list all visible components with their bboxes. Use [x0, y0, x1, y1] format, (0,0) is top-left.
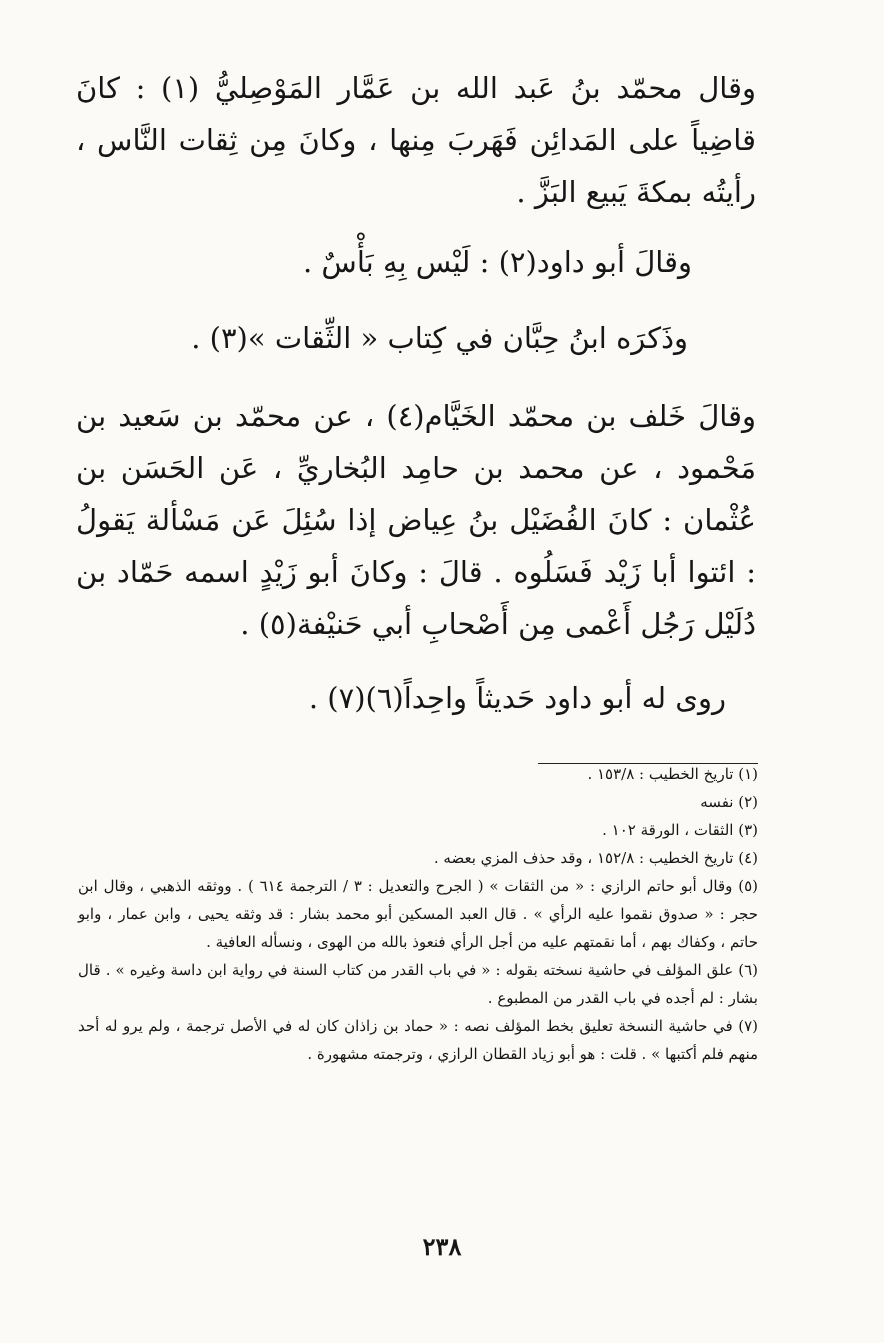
- paragraph-5: روى له أبو داود حَديثاً واحِداً(٦)(٧) .: [308, 681, 726, 715]
- page-number: ٢٣٨: [422, 1232, 462, 1261]
- footnote-3: (٣) الثقات ، الورقة ١٠٢ .: [602, 821, 758, 839]
- footnote-6: (٦) علق المؤلف في حاشية نسخته بقوله : « في باب القدر من كتاب السنة في رواية ابن داسة وغيره » . قال بشار : لم أجده في باب القدر من المطبوع .: [78, 961, 758, 1007]
- footnote-5: (٥) وقال أبو حاتم الرازي : « من الثقات » ( الجرح والتعديل : ٣ / الترجمة ٦١٤ ) . ووثقه الذهبي ، وقال ابن حجر : « صدوق نقموا عليه الرأي » . قال العبد المسكين أبو محمد بشار : قد وثقه يحيى ، وابن عمار ، وابو حاتم ، وكفاك بهم ، أما نقمتهم عليه من أجل الرأي فنعوذ بالله من الهوى ، ونسأله العافية .: [78, 877, 758, 951]
- footnote-4: (٤) تاريخ الخطيب : ١٥٢/٨ ، وقد حذف المزي بعضه .: [433, 849, 758, 867]
- paragraph-3: وذَكرَه ابنُ حِبَّان في كِتاب « الثِّقات »(٣) .: [191, 321, 688, 355]
- footnote-2: (٢) نفسه: [700, 793, 758, 811]
- footnote-1: (١) تاريخ الخطيب : ١٥٣/٨ .: [587, 765, 758, 783]
- paragraph-2: وقالَ أبو داود(٢) : لَيْس بِهِ بَأْسٌ .: [303, 245, 692, 279]
- footnotes: [78, 760, 758, 1068]
- footnote-7: (٧) في حاشية النسخة تعليق بخط المؤلف نصه : « حماد بن زاذان كان له في الأصل ترجمة ، ولم يرو له أحد منهم فلم أكتبها » . قلت : هو أبو زياد القطان الرازي ، وترجمته مشهورة .: [78, 1017, 758, 1063]
- paragraph-4: وقالَ خَلف بن محمّد الخَيَّام(٤) ، عن محمّد بن سَعيد بن مَحْمود ، عن محمد بن حامِد البُخاريِّ ، عَن الحَسَن بن عُثْمان : كانَ الفُضَيْل بنُ عِياض إذا سُئِلَ عَن مَسْألة يَقولُ : ائتوا أبا زَيْد فَسَلُوه . قالَ : وكانَ أبو زَيْدٍ اسمه حَمّاد بن دُلَيْل رَجُل أَعْمى مِن أَصْحابِ أبي حَنيْفة(٥) .: [76, 399, 756, 641]
- paragraph-1: وقال محمّد بنُ عَبد الله بن عَمَّار المَوْصِليُّ (١) : كانَ قاضِياً على المَدائِن فَهَربَ مِنها ، وكانَ مِن ثِقات النَّاس ، رأيتُه بمكةَ يَبيع البَزَّ .: [76, 71, 756, 209]
